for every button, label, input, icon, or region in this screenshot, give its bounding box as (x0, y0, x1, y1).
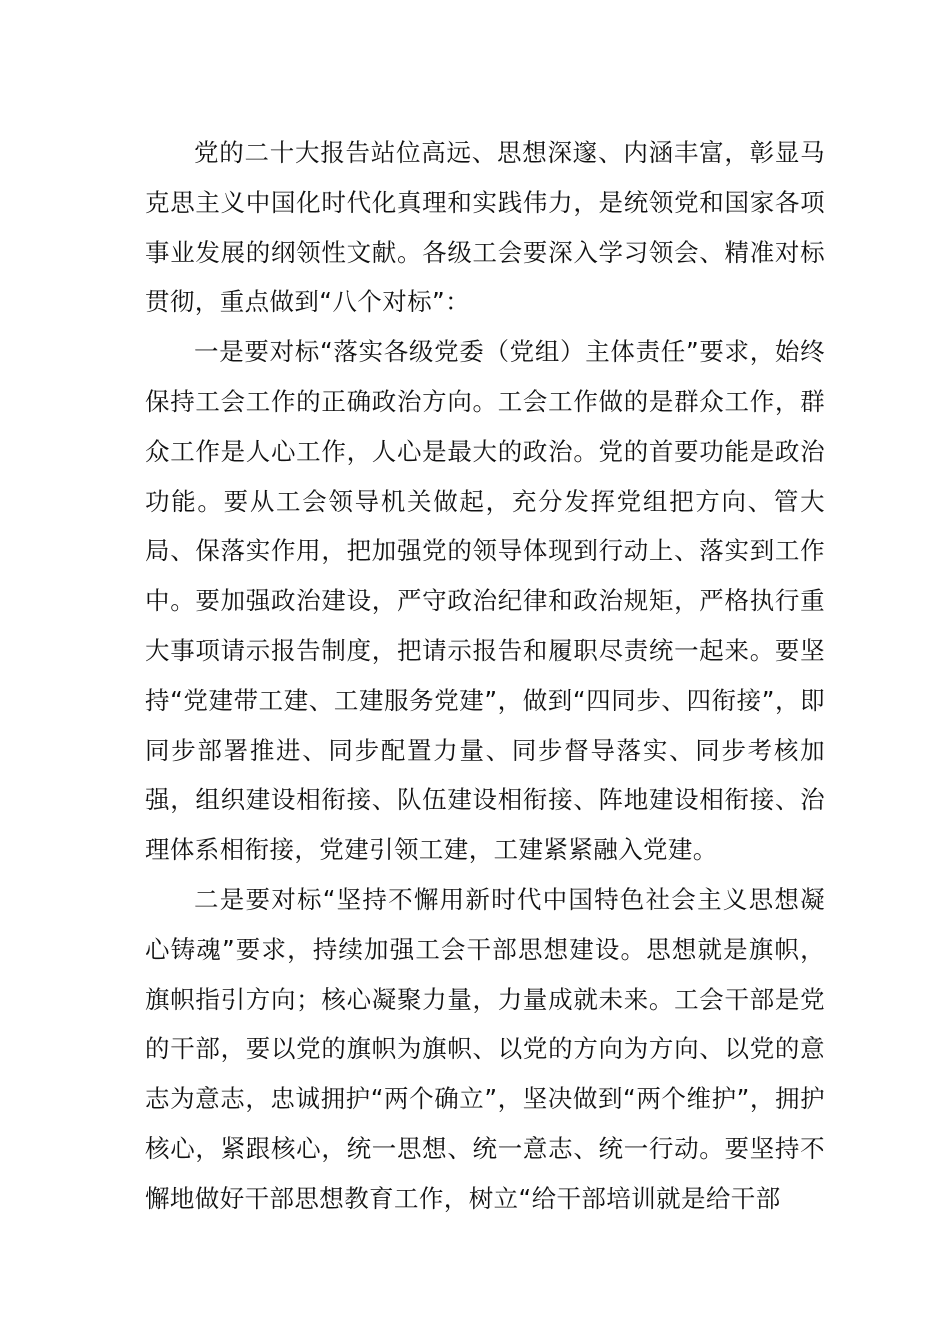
paragraph-second-benchmark: 二是要对标“坚持不懈用新时代中国特色社会主义思想凝心铸魂”要求，持续加强工会干部思想建设。思想就是旗帜，旗帜指引方向；核心凝聚力量，力量成就未来。工会干部是党的干部，要以党的旗帜为旗帜、以党的方向为方向、以党的意志为意志，忠诚拥护“两个确立”，坚决做到“两个维护”，拥护核心，紧跟核心，统一思想、统一意志、统一行动。要坚持不懈地做好干部思想教育工作，树立“给干部培训就是给干部 (145, 884, 825, 1213)
paragraph-intro: 党的二十大报告站位高远、思想深邃、内涵丰富，彰显马克思主义中国化时代化真理和实践伟力，是统领党和国家各项事业发展的纲领性文献。各级工会要深入学习领会、精准对标贯彻，重点做到“八个对标”： (145, 138, 825, 317)
paragraph-first-benchmark: 一是要对标“落实各级党委（党组）主体责任”要求，始终保持工会工作的正确政治方向。工会工作做的是群众工作，群众工作是人心工作，人心是最大的政治。党的首要功能是政治功能。要从工会领导机关做起，充分发挥党组把方向、管大局、保落实作用，把加强党的领导体现到行动上、落实到工作中。要加强政治建设，严守政治纪律和政治规矩，严格执行重大事项请示报告制度，把请示报告和履职尽责统一起来。要坚持“党建带工建、工建服务党建”，做到“四同步、四衔接”，即同步部署推进、同步配置力量、同步督导落实、同步考核加强，组织建设相衔接、队伍建设相衔接、阵地建设相衔接、治理体系相衔接，党建引领工建，工建紧紧融入党建。 (145, 337, 825, 865)
document-body (145, 128, 825, 1224)
